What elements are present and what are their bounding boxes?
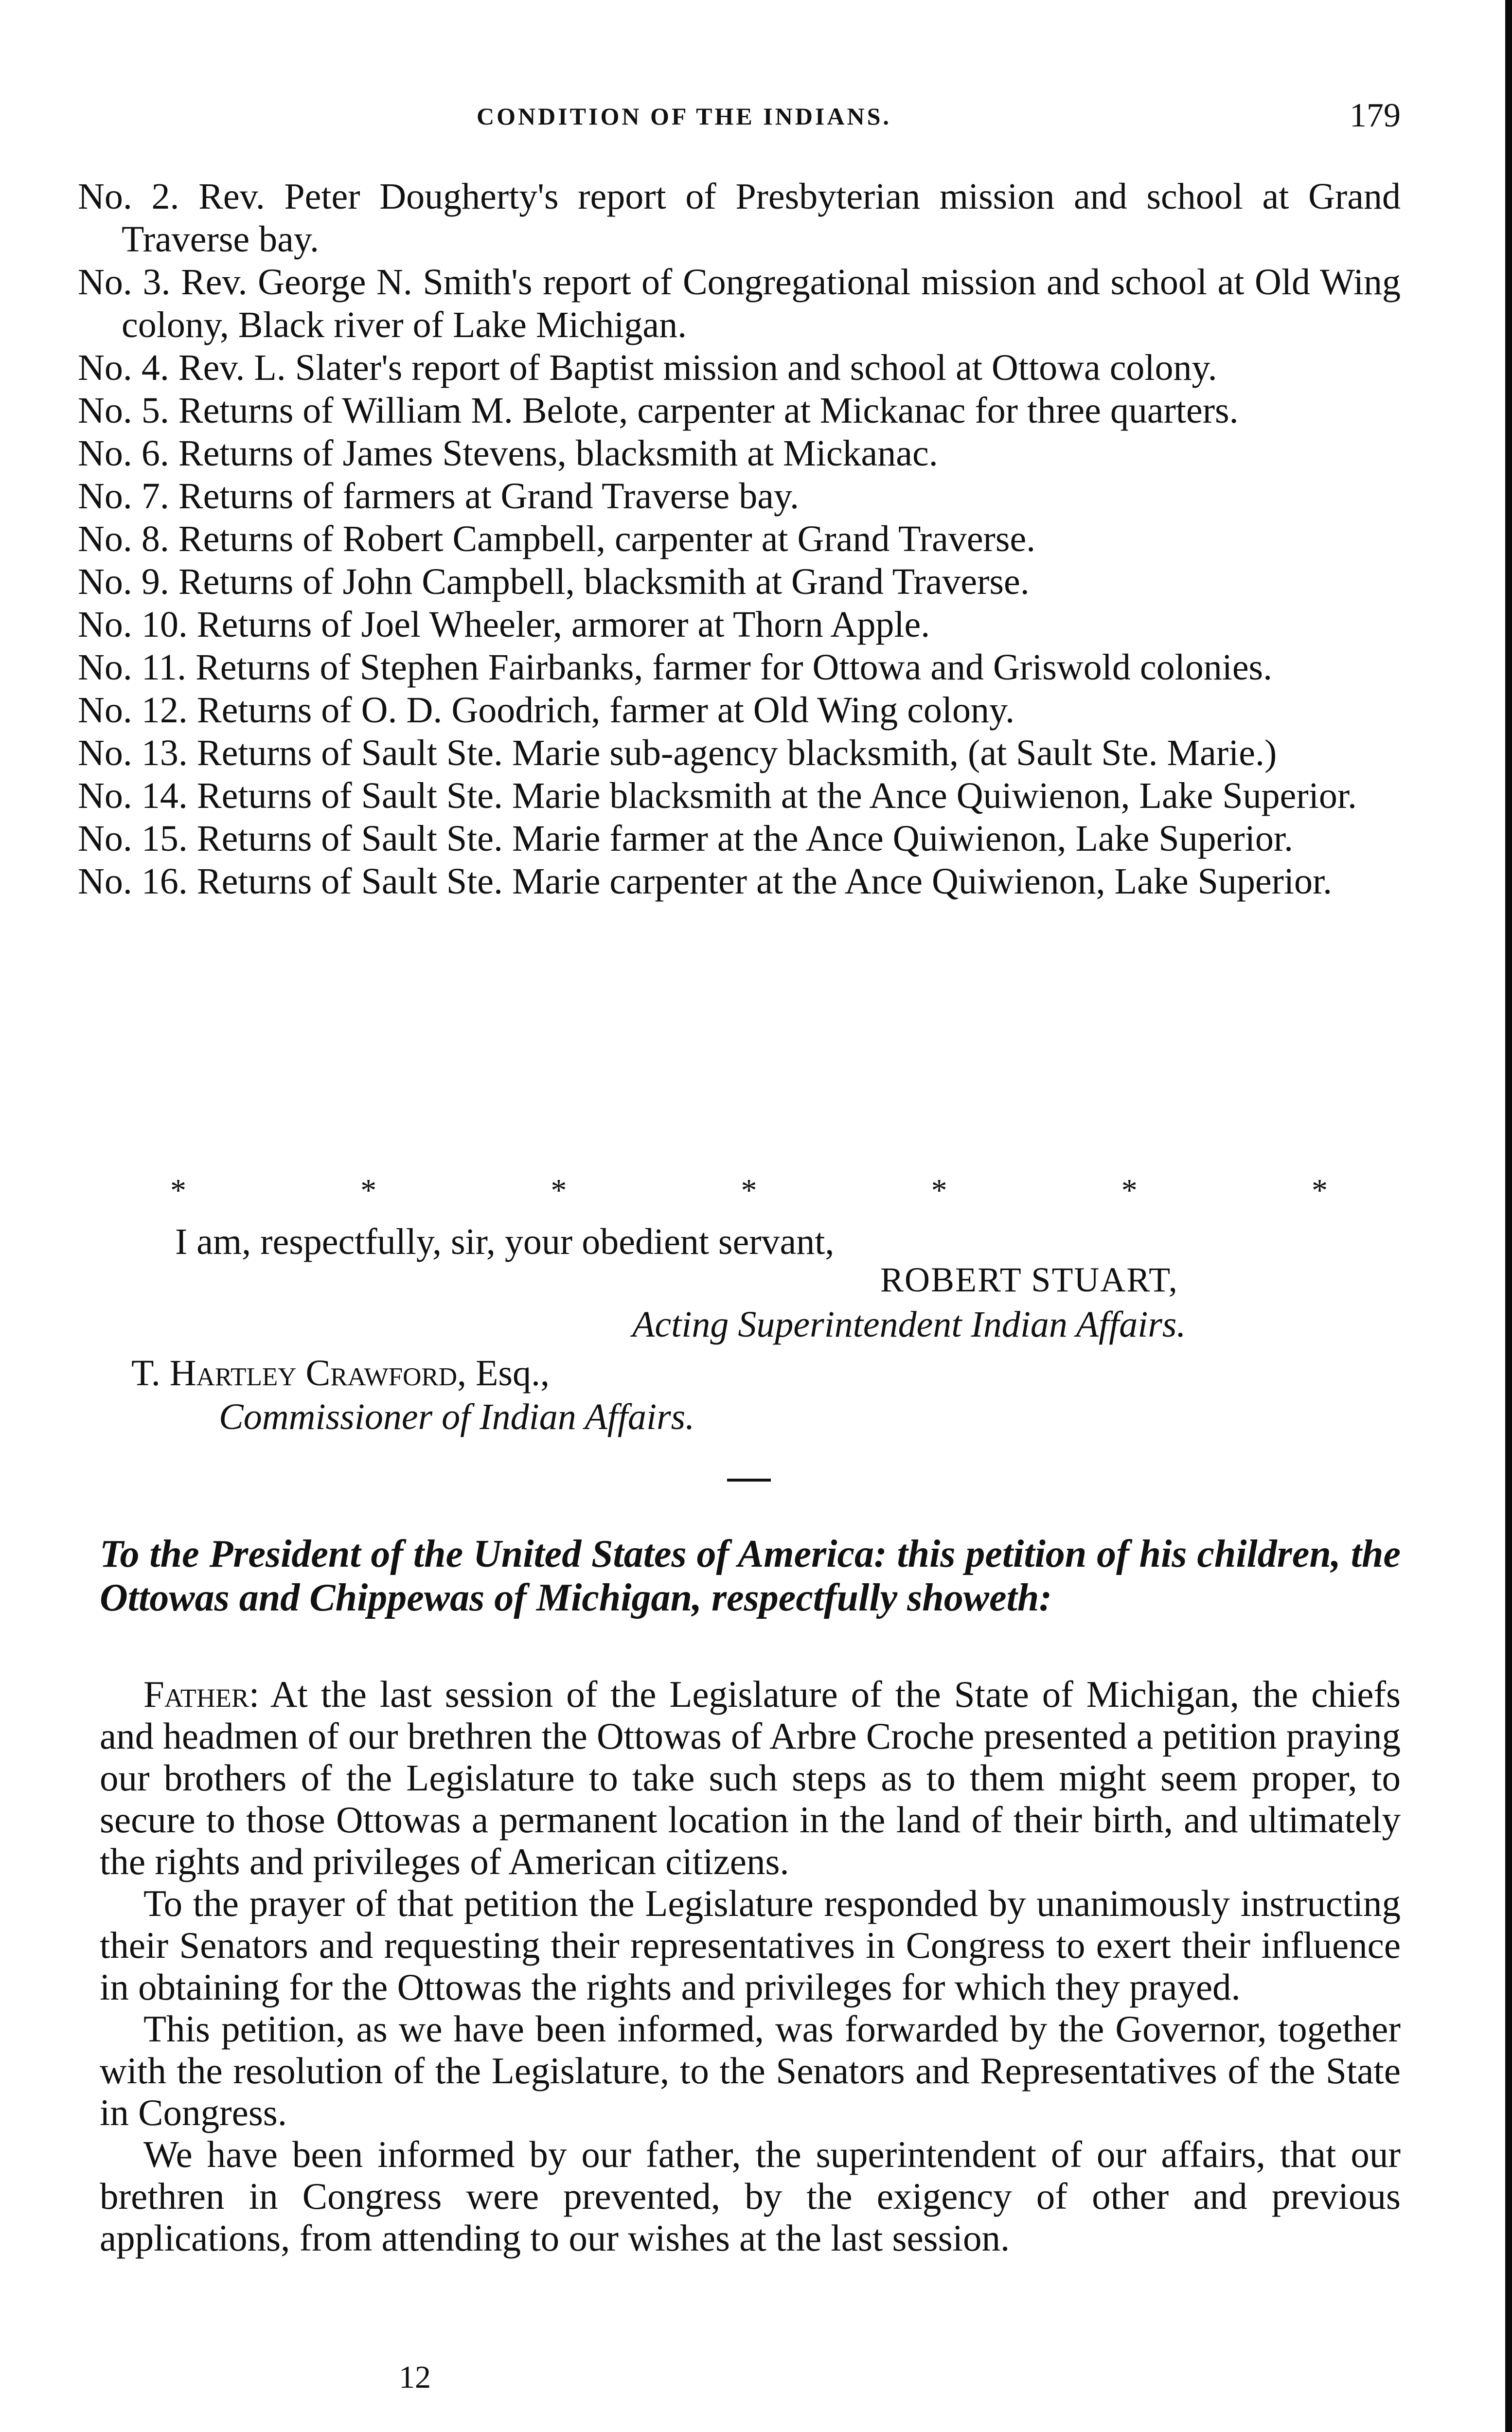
paragraph-text: At the last session of the Legislature of the State of Michigan, the chiefs and headmen of our brethren the Ottowas of Arbre Croche presented a petition praying our brothers of the Legislature to take such steps as to them might seem proper, to secure to those Ottowas a permanent location in the land of their birth, and ultimately the rights and privileges of American citizens. [100,1673,1401,1882]
asterism [170,1172,1328,1209]
addressee-name: T. Hartley Crawford, [131,1353,466,1394]
page-edge-rule [1505,0,1512,2432]
petition-body [100,1673,1401,2259]
paragraph [100,1673,1401,1882]
asterisk: * [1121,1173,1138,1208]
page-number: 179 [1350,97,1401,134]
enclosure-item: No. 14. Returns of Sault Ste. Marie blacksmith at the Ance Quiwienon, Lake Superior. [78,775,1357,816]
closing-line: I am, respectfully, sir, your obedient servant, [175,1221,835,1262]
enclosure-list [78,175,1401,903]
enclosure-item: No. 13. Returns of Sault Ste. Marie sub-agency blacksmith, (at Sault Ste. Marie.) [78,733,1277,773]
salutation: Father: [143,1673,260,1715]
paragraph: We have been informed by our father, the superintendent of our affairs, that our brethren in Congress were prevented, by the exigency of other and previous applications, from attending to our wishes at the last session. [100,2133,1401,2259]
enclosure-item: No. 11. Returns of Stephen Fairbanks, farmer for Ottowa and Griswold colonies. [78,647,1273,688]
signature-mark: 12 [399,2360,431,2395]
enclosure-item: No. 4. Rev. L. Slater's report of Baptist mission and school at Ottowa colony. [78,347,1217,388]
asterisk: * [741,1173,757,1208]
enclosure-item: No. 10. Returns of Joel Wheeler, armorer at Thorn Apple. [78,604,930,645]
paragraph: This petition, as we have been informed, was forwarded by the Governor, together with the resolution of the Legislature, to the Senators and Representatives of the State in Congress. [100,2008,1401,2133]
asterisk: * [360,1173,377,1208]
enclosure-item: No. 7. Returns of farmers at Grand Traverse bay. [78,476,800,517]
enclosure-item: No. 12. Returns of O. D. Goodrich, farmer at Old Wing colony. [78,690,1015,731]
enclosure-item: No. 6. Returns of James Stevens, blacksmith at Mickanac. [78,433,938,474]
enclosure-item: No. 2. Rev. Peter Dougherty's report of Presbyterian mission and school at Grand Traverse bay. [78,176,1401,260]
asterisk: * [170,1173,186,1208]
addressee-line [131,1352,550,1395]
signer-title: Acting Superintendent Indian Affairs. [632,1304,1186,1345]
enclosure-item: No. 8. Returns of Robert Campbell, carpenter at Grand Traverse. [78,519,1036,559]
section-divider [727,1479,771,1482]
running-title: CONDITION OF THE INDIANS. [477,103,891,130]
running-header [78,92,1401,146]
signer-name: ROBERT STUART, [880,1260,1178,1299]
asterisk: * [551,1173,567,1208]
enclosure-item: No. 5. Returns of William M. Belote, carpenter at Mickanac for three quarters. [78,390,1239,431]
enclosure-item: No. 3. Rev. George N. Smith's report of Congregational mission and school at Old Wing colony, Black river of Lake Michigan. [78,262,1401,345]
petition-heading: To the President of the United States of America: this petition of his children, the Ottowas and Chippewas of Michigan, respectfully showeth: [100,1533,1401,1619]
paragraph: To the prayer of that petition the Legislature responded by unanimously instructing their Senators and requesting their representatives in Congress to exert their influence in obtaining for the Ottowas the rights and privileges for which they prayed. [100,1882,1401,2008]
asterisk: * [1311,1173,1328,1208]
addressee-suffix: Esq., [466,1353,550,1394]
addressee-title: Commissioner of Indian Affairs. [219,1396,695,1437]
enclosure-item: No. 16. Returns of Sault Ste. Marie carpenter at the Ance Quiwienon, Lake Superior. [78,861,1333,902]
enclosure-item: No. 15. Returns of Sault Ste. Marie farmer at the Ance Quiwienon, Lake Superior. [78,818,1293,859]
asterisk: * [931,1173,947,1208]
enclosure-item: No. 9. Returns of John Campbell, blacksmith at Grand Traverse. [78,561,1030,602]
